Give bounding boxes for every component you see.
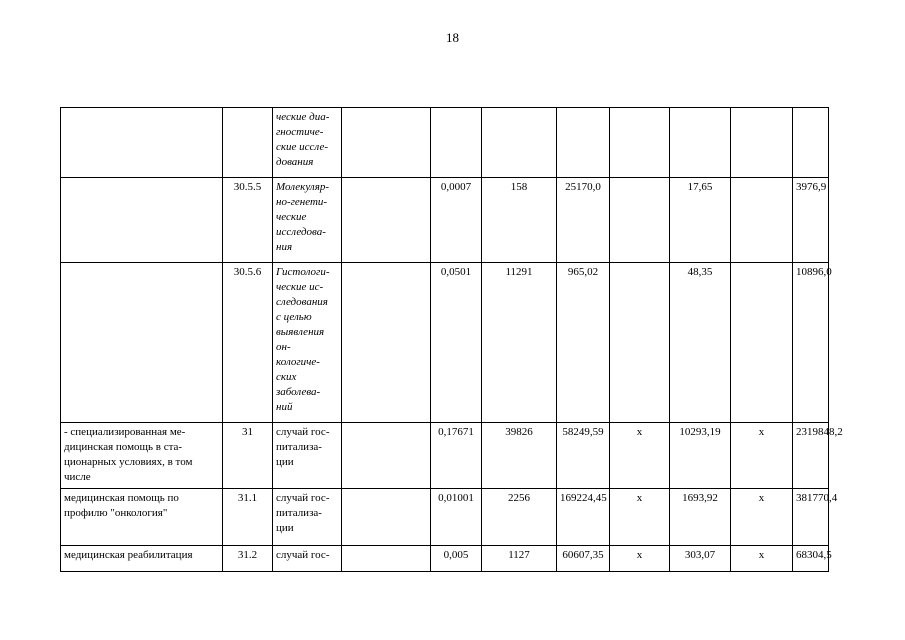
row-blank-cell [342, 263, 431, 423]
row-value-v6: х [731, 489, 793, 546]
row-unit-line: ческие диа- [276, 111, 330, 123]
table-row [61, 108, 829, 178]
row-unit-cell [273, 423, 342, 489]
row-unit-line: он- [276, 341, 291, 353]
row-unit-line: Гистологи- [276, 266, 330, 278]
row-name-cell [61, 546, 223, 572]
table-row [61, 178, 829, 263]
row-unit-line: случай гос- [276, 549, 330, 561]
row-value-v4: х [610, 489, 670, 546]
row-value-v7: 68304,5 [793, 546, 829, 572]
row-value-v3: 965,02 [557, 263, 610, 423]
row-value-v4: х [610, 423, 670, 489]
row-unit-line: ний [276, 401, 293, 413]
row-code-cell: 31 [223, 423, 273, 489]
row-value-v3: 25170,0 [557, 178, 610, 263]
row-name-cell [61, 489, 223, 546]
row-value-v4 [610, 178, 670, 263]
row-value-v1: 0,0007 [431, 178, 482, 263]
row-value-v5: 10293,19 [670, 423, 731, 489]
row-unit-line: случай гос- [276, 426, 330, 438]
row-name-line: числе [64, 471, 91, 483]
row-value-v5: 17,65 [670, 178, 731, 263]
row-unit-line: но-генети- [276, 196, 328, 208]
row-name-line: - специализированная ме- [64, 426, 186, 438]
table-row [61, 546, 829, 572]
row-value-v4 [610, 263, 670, 423]
row-value-v1: 0,01001 [431, 489, 482, 546]
row-code-cell [223, 108, 273, 178]
row-value-v2 [482, 108, 557, 178]
row-name-cell [61, 178, 223, 263]
row-name-line: медицинская помощь по [64, 492, 179, 504]
row-value-v7 [793, 108, 829, 178]
row-unit-line: с целью [276, 311, 312, 323]
row-value-v7: 3976,9 [793, 178, 829, 263]
row-value-v7: 2319848,2 [793, 423, 829, 489]
row-blank-cell [342, 489, 431, 546]
row-value-v2: 158 [482, 178, 557, 263]
row-unit-line: питализа- [276, 441, 322, 453]
row-unit-cell [273, 108, 342, 178]
row-code-cell: 31.1 [223, 489, 273, 546]
row-blank-cell [342, 108, 431, 178]
row-unit-line: ции [276, 456, 294, 468]
row-unit-line: ческие ис- [276, 281, 324, 293]
row-unit-line: заболева- [276, 386, 321, 398]
row-name-cell [61, 263, 223, 423]
row-value-v3: 58249,59 [557, 423, 610, 489]
row-value-v7: 381770,4 [793, 489, 829, 546]
row-value-v5: 303,07 [670, 546, 731, 572]
row-unit-cell [273, 263, 342, 423]
row-code-cell: 30.5.6 [223, 263, 273, 423]
row-name-line: дицинская помощь в ста- [64, 441, 183, 453]
row-unit-line: ческие [276, 211, 307, 223]
row-value-v6 [731, 108, 793, 178]
row-value-v3 [557, 108, 610, 178]
row-blank-cell [342, 178, 431, 263]
page-number: 18 [446, 30, 459, 45]
row-unit-line: ские иссле- [276, 141, 329, 153]
row-unit-line: ции [276, 522, 294, 534]
row-code-cell: 31.2 [223, 546, 273, 572]
row-value-v2: 39826 [482, 423, 557, 489]
row-value-v1 [431, 108, 482, 178]
row-value-v6 [731, 263, 793, 423]
row-unit-line: кологиче- [276, 356, 320, 368]
row-value-v5 [670, 108, 731, 178]
row-value-v2: 2256 [482, 489, 557, 546]
row-unit-cell [273, 546, 342, 572]
row-unit-line: следования [276, 296, 328, 308]
row-value-v3: 169224,45 [557, 489, 610, 546]
row-unit-line: ских [276, 371, 297, 383]
row-value-v6: х [731, 423, 793, 489]
row-value-v7: 10896,0 [793, 263, 829, 423]
row-unit-cell [273, 178, 342, 263]
row-unit-line: исследова- [276, 226, 326, 238]
table-row [61, 263, 829, 423]
row-value-v1: 0,17671 [431, 423, 482, 489]
row-blank-cell [342, 423, 431, 489]
row-unit-line: гностиче- [276, 126, 324, 138]
row-unit-line: выявления [276, 326, 325, 338]
table-row [61, 489, 829, 546]
row-unit-line: питализа- [276, 507, 322, 519]
row-value-v6: х [731, 546, 793, 572]
row-name-line: профилю "онкология" [64, 507, 168, 519]
row-value-v2: 11291 [482, 263, 557, 423]
row-name-cell [61, 423, 223, 489]
row-value-v5: 1693,92 [670, 489, 731, 546]
row-name-line: ционарных условиях, в том [64, 456, 193, 468]
row-value-v6 [731, 178, 793, 263]
table-row [61, 423, 829, 489]
row-value-v1: 0,005 [431, 546, 482, 572]
row-value-v1: 0,0501 [431, 263, 482, 423]
row-value-v2: 1127 [482, 546, 557, 572]
row-unit-cell [273, 489, 342, 546]
row-name-line: медицинская реабилитация [64, 549, 193, 561]
row-unit-line: случай гос- [276, 492, 330, 504]
row-value-v5: 48,35 [670, 263, 731, 423]
row-value-v4: х [610, 546, 670, 572]
row-unit-line: Молекуляр- [276, 181, 329, 193]
row-name-cell [61, 108, 223, 178]
row-value-v4 [610, 108, 670, 178]
row-blank-cell [342, 546, 431, 572]
cost-table [60, 107, 843, 572]
row-value-v3: 60607,35 [557, 546, 610, 572]
row-unit-line: ния [276, 241, 293, 253]
row-code-cell: 30.5.5 [223, 178, 273, 263]
row-unit-line: дования [276, 156, 314, 168]
